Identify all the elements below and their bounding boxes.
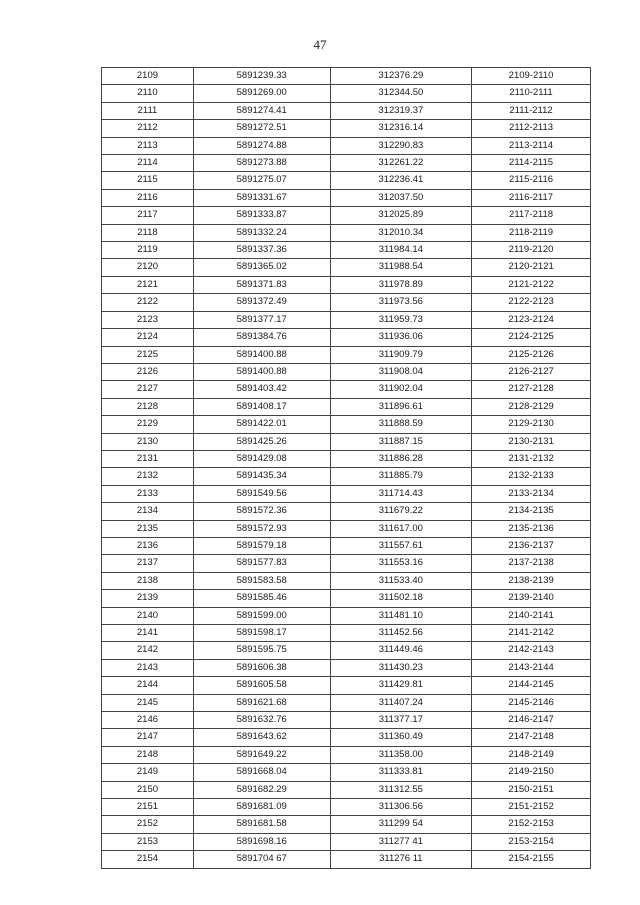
segment-cell: 2139-2140 [472,590,591,607]
x-coordinate-cell: 5891333.87 [193,207,330,224]
point-number-cell: 2110 [102,85,194,102]
x-coordinate-cell: 5891365.02 [193,259,330,276]
x-coordinate-cell: 5891384.76 [193,329,330,346]
segment-cell: 2114-2115 [472,155,591,172]
point-number-cell: 2140 [102,607,194,624]
segment-cell: 2116-2117 [472,189,591,206]
x-coordinate-cell: 5891579.18 [193,537,330,554]
table-row [102,398,591,415]
table-row [102,607,591,624]
y-coordinate-cell: 311360.49 [330,729,472,746]
y-coordinate-cell: 311299 54 [330,816,472,833]
segment-cell: 2123-2124 [472,311,591,328]
point-number-cell: 2109 [102,68,194,85]
table-row [102,781,591,798]
x-coordinate-cell: 5891275.07 [193,172,330,189]
segment-cell: 2146-2147 [472,712,591,729]
table-row [102,329,591,346]
x-coordinate-cell: 5891422.01 [193,416,330,433]
table-row [102,207,591,224]
y-coordinate-cell: 311909.79 [330,346,472,363]
y-coordinate-cell: 311277 41 [330,833,472,850]
segment-cell: 2138-2139 [472,572,591,589]
point-number-cell: 2129 [102,416,194,433]
table-row [102,659,591,676]
table-row [102,172,591,189]
y-coordinate-cell: 311276 11 [330,851,472,868]
y-coordinate-cell: 311449.46 [330,642,472,659]
table-row [102,363,591,380]
table-row [102,799,591,816]
segment-cell: 2120-2121 [472,259,591,276]
x-coordinate-cell: 5891274.41 [193,102,330,119]
y-coordinate-cell: 311429.81 [330,677,472,694]
x-coordinate-cell: 5891649.22 [193,746,330,763]
point-number-cell: 2124 [102,329,194,346]
y-coordinate-cell: 311306.56 [330,799,472,816]
segment-cell: 2111-2112 [472,102,591,119]
segment-cell: 2145-2146 [472,694,591,711]
y-coordinate-cell: 312236.41 [330,172,472,189]
point-number-cell: 2115 [102,172,194,189]
x-coordinate-cell: 5891698.16 [193,833,330,850]
segment-cell: 2131-2132 [472,450,591,467]
y-coordinate-cell: 312261.22 [330,155,472,172]
x-coordinate-cell: 5891572.36 [193,503,330,520]
y-coordinate-cell: 311959.73 [330,311,472,328]
y-coordinate-cell: 312290.83 [330,137,472,154]
segment-cell: 2122-2123 [472,294,591,311]
segment-cell: 2135-2136 [472,520,591,537]
y-coordinate-cell: 311973.56 [330,294,472,311]
y-coordinate-cell: 312010.34 [330,224,472,241]
page-number: 47 [313,37,327,52]
segment-cell: 2134-2135 [472,503,591,520]
table-row [102,816,591,833]
y-coordinate-cell: 311984.14 [330,242,472,259]
x-coordinate-cell: 5891643.62 [193,729,330,746]
table-row [102,729,591,746]
table-row [102,450,591,467]
x-coordinate-cell: 5891331.67 [193,189,330,206]
table-row [102,625,591,642]
table-row [102,712,591,729]
segment-cell: 2125-2126 [472,346,591,363]
coordinates-table [101,67,591,869]
x-coordinate-cell: 5891599.00 [193,607,330,624]
x-coordinate-cell: 5891583.58 [193,572,330,589]
x-coordinate-cell: 5891425.26 [193,433,330,450]
table-row [102,224,591,241]
segment-cell: 2113-2114 [472,137,591,154]
segment-cell: 2133-2134 [472,485,591,502]
y-coordinate-cell: 312344.50 [330,85,472,102]
table-row [102,276,591,293]
y-coordinate-cell: 311679.22 [330,503,472,520]
table-row [102,642,591,659]
point-number-cell: 2117 [102,207,194,224]
table-row [102,85,591,102]
segment-cell: 2128-2129 [472,398,591,415]
segment-cell: 2136-2137 [472,537,591,554]
y-coordinate-cell: 311896.61 [330,398,472,415]
table-row [102,242,591,259]
y-coordinate-cell: 311452.56 [330,625,472,642]
y-coordinate-cell: 311885.79 [330,468,472,485]
x-coordinate-cell: 5891595.75 [193,642,330,659]
x-coordinate-cell: 5891337.36 [193,242,330,259]
x-coordinate-cell: 5891682.29 [193,781,330,798]
table-row [102,120,591,137]
x-coordinate-cell: 5891549.56 [193,485,330,502]
point-number-cell: 2121 [102,276,194,293]
x-coordinate-cell: 5891332.24 [193,224,330,241]
x-coordinate-cell: 5891400.88 [193,346,330,363]
segment-cell: 2150-2151 [472,781,591,798]
point-number-cell: 2139 [102,590,194,607]
segment-cell: 2127-2128 [472,381,591,398]
x-coordinate-cell: 5891668.04 [193,764,330,781]
segment-cell: 2147-2148 [472,729,591,746]
x-coordinate-cell: 5891577.83 [193,555,330,572]
y-coordinate-cell: 311407.24 [330,694,472,711]
table-row [102,68,591,85]
x-coordinate-cell: 5891585.46 [193,590,330,607]
table-row [102,433,591,450]
segment-cell: 2149-2150 [472,764,591,781]
point-number-cell: 2152 [102,816,194,833]
segment-cell: 2152-2153 [472,816,591,833]
x-coordinate-cell: 5891605.58 [193,677,330,694]
y-coordinate-cell: 311557.61 [330,537,472,554]
point-number-cell: 2116 [102,189,194,206]
x-coordinate-cell: 5891403.42 [193,381,330,398]
segment-cell: 2151-2152 [472,799,591,816]
y-coordinate-cell: 311886.28 [330,450,472,467]
table-row [102,833,591,850]
point-number-cell: 2131 [102,450,194,467]
x-coordinate-cell: 5891372.49 [193,294,330,311]
table-row [102,155,591,172]
table-row [102,746,591,763]
point-number-cell: 2141 [102,625,194,642]
segment-cell: 2118-2119 [472,224,591,241]
segment-cell: 2132-2133 [472,468,591,485]
segment-cell: 2130-2131 [472,433,591,450]
point-number-cell: 2123 [102,311,194,328]
point-number-cell: 2122 [102,294,194,311]
y-coordinate-cell: 311481.10 [330,607,472,624]
x-coordinate-cell: 5891400.88 [193,363,330,380]
segment-cell: 2140-2141 [472,607,591,624]
point-number-cell: 2136 [102,537,194,554]
x-coordinate-cell: 5891272.51 [193,120,330,137]
y-coordinate-cell: 311617.00 [330,520,472,537]
table-row [102,555,591,572]
point-number-cell: 2137 [102,555,194,572]
point-number-cell: 2144 [102,677,194,694]
table-row [102,381,591,398]
y-coordinate-cell: 311887.15 [330,433,472,450]
table-row [102,677,591,694]
x-coordinate-cell: 5891269.00 [193,85,330,102]
segment-cell: 2141-2142 [472,625,591,642]
point-number-cell: 2148 [102,746,194,763]
segment-cell: 2115-2116 [472,172,591,189]
x-coordinate-cell: 5891371.83 [193,276,330,293]
point-number-cell: 2126 [102,363,194,380]
x-coordinate-cell: 5891681.58 [193,816,330,833]
table-row [102,259,591,276]
y-coordinate-cell: 311908.04 [330,363,472,380]
point-number-cell: 2134 [102,503,194,520]
table-row [102,694,591,711]
y-coordinate-cell: 311988.54 [330,259,472,276]
y-coordinate-cell: 311533.40 [330,572,472,589]
table-row [102,416,591,433]
segment-cell: 2109-2110 [472,68,591,85]
segment-cell: 2121-2122 [472,276,591,293]
point-number-cell: 2111 [102,102,194,119]
x-coordinate-cell: 5891632.76 [193,712,330,729]
point-number-cell: 2127 [102,381,194,398]
segment-cell: 2129-2130 [472,416,591,433]
y-coordinate-cell: 311902.04 [330,381,472,398]
segment-cell: 2110-2111 [472,85,591,102]
y-coordinate-cell: 311377.17 [330,712,472,729]
coordinates-table-body [102,68,591,869]
y-coordinate-cell: 312376.29 [330,68,472,85]
y-coordinate-cell: 311430.23 [330,659,472,676]
point-number-cell: 2146 [102,712,194,729]
segment-cell: 2112-2113 [472,120,591,137]
y-coordinate-cell: 311936.06 [330,329,472,346]
point-number-cell: 2150 [102,781,194,798]
segment-cell: 2153-2154 [472,833,591,850]
point-number-cell: 2153 [102,833,194,850]
table-row [102,189,591,206]
point-number-cell: 2151 [102,799,194,816]
segment-cell: 2143-2144 [472,659,591,676]
table-row [102,537,591,554]
point-number-cell: 2132 [102,468,194,485]
point-number-cell: 2128 [102,398,194,415]
segment-cell: 2142-2143 [472,642,591,659]
y-coordinate-cell: 311553.16 [330,555,472,572]
point-number-cell: 2133 [102,485,194,502]
table-row [102,346,591,363]
y-coordinate-cell: 311333.81 [330,764,472,781]
y-coordinate-cell: 311358.00 [330,746,472,763]
table-row [102,468,591,485]
x-coordinate-cell: 5891273.88 [193,155,330,172]
segment-cell: 2117-2118 [472,207,591,224]
x-coordinate-cell: 5891435.34 [193,468,330,485]
point-number-cell: 2143 [102,659,194,676]
point-number-cell: 2154 [102,851,194,868]
x-coordinate-cell: 5891704 67 [193,851,330,868]
table-row [102,485,591,502]
point-number-cell: 2147 [102,729,194,746]
x-coordinate-cell: 5891606.38 [193,659,330,676]
y-coordinate-cell: 311714.43 [330,485,472,502]
y-coordinate-cell: 312037.50 [330,189,472,206]
table-row [102,572,591,589]
point-number-cell: 2120 [102,259,194,276]
segment-cell: 2126-2127 [472,363,591,380]
point-number-cell: 2125 [102,346,194,363]
table-row [102,851,591,868]
x-coordinate-cell: 5891429.08 [193,450,330,467]
point-number-cell: 2119 [102,242,194,259]
point-number-cell: 2138 [102,572,194,589]
table-row [102,503,591,520]
point-number-cell: 2112 [102,120,194,137]
table-row [102,311,591,328]
segment-cell: 2144-2145 [472,677,591,694]
table-row [102,520,591,537]
x-coordinate-cell: 5891408.17 [193,398,330,415]
point-number-cell: 2142 [102,642,194,659]
table-row [102,294,591,311]
y-coordinate-cell: 311502.18 [330,590,472,607]
segment-cell: 2119-2120 [472,242,591,259]
table-row [102,137,591,154]
segment-cell: 2124-2125 [472,329,591,346]
x-coordinate-cell: 5891377.17 [193,311,330,328]
x-coordinate-cell: 5891681.09 [193,799,330,816]
point-number-cell: 2145 [102,694,194,711]
point-number-cell: 2114 [102,155,194,172]
y-coordinate-cell: 311978.89 [330,276,472,293]
point-number-cell: 2135 [102,520,194,537]
y-coordinate-cell: 311312.55 [330,781,472,798]
y-coordinate-cell: 312025.89 [330,207,472,224]
point-number-cell: 2118 [102,224,194,241]
point-number-cell: 2130 [102,433,194,450]
x-coordinate-cell: 5891274.88 [193,137,330,154]
table-row [102,764,591,781]
y-coordinate-cell: 312316.14 [330,120,472,137]
table-row [102,102,591,119]
y-coordinate-cell: 312319.37 [330,102,472,119]
x-coordinate-cell: 5891598.17 [193,625,330,642]
x-coordinate-cell: 5891621.68 [193,694,330,711]
segment-cell: 2137-2138 [472,555,591,572]
x-coordinate-cell: 5891572.93 [193,520,330,537]
segment-cell: 2154-2155 [472,851,591,868]
point-number-cell: 2113 [102,137,194,154]
x-coordinate-cell: 5891239.33 [193,68,330,85]
y-coordinate-cell: 311888.59 [330,416,472,433]
point-number-cell: 2149 [102,764,194,781]
segment-cell: 2148-2149 [472,746,591,763]
table-row [102,590,591,607]
